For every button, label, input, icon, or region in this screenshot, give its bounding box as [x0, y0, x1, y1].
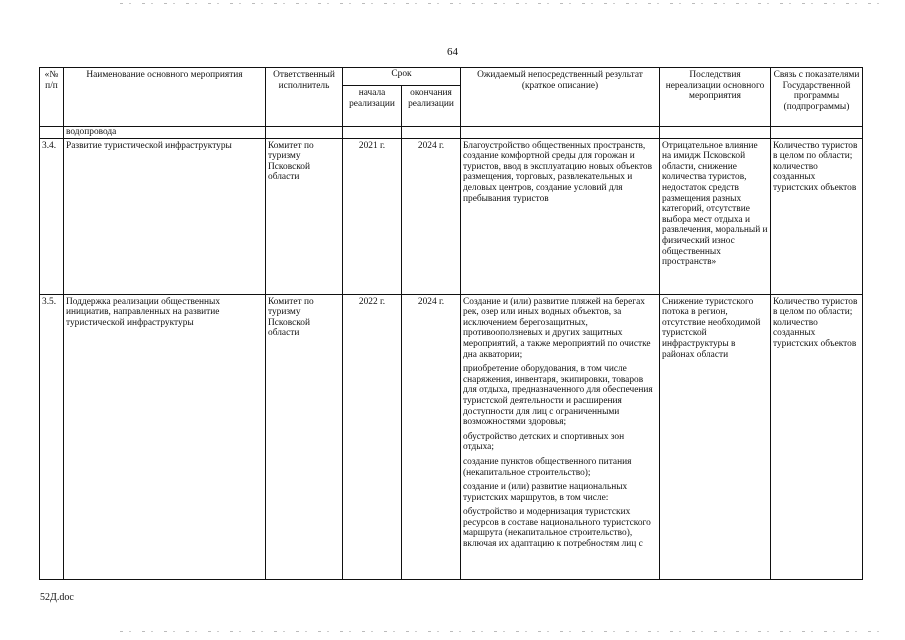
row-end: 2024 г. — [402, 138, 461, 294]
result-paragraph: Благоустройство общественных пространств, создание комфортной среды для горожан и туристов, ввод в эксплуатацию новых объектов размещения, торговых, развлекательных и деловых центров, создание условий для пребывания туристов — [463, 140, 653, 204]
scan-artifact-bottom — [120, 631, 880, 632]
result-paragraph: создание и (или) развитие национальных туристских маршрутов, в том числе: — [463, 482, 628, 503]
row-link: Количество туристов в целом по области; количество созданных туристских объектов — [771, 294, 863, 579]
row-consequences: Отрицательное влияние на имидж Псковской области, снижение количества туристов, недостаток средств размещения разных категорий, отсутствие выбора мест отдыха и развлечения, моральный и физический износ общественных пространств» — [660, 138, 771, 294]
header-row — [40, 68, 863, 86]
table-row — [40, 138, 863, 294]
result-paragraph: Создание и (или) развитие пляжей на берегах рек, озер или иных водных объектов, за исключением берегозащитных, противооползневых и других защитных мероприятий, а также мероприятий по очистке дна акватории; — [463, 296, 651, 360]
row-consequences: Снижение туристского потока в регион, отсутствие необходимой туристской инфраструктуры в районах области — [660, 294, 771, 579]
header-term: Срок — [343, 68, 461, 86]
row-link: Количество туристов в целом по области; количество созданных туристских объектов — [771, 138, 863, 294]
header-link: Связь с показателями Государственной программы (подпрограммы) — [771, 68, 863, 127]
header-term-start: начала реализации — [343, 86, 402, 127]
result-paragraph: обустройство и модернизация туристских ресурсов в составе национального туристского маршрута (некапитальное строительство), включая их адаптацию к потребностям лиц с — [463, 507, 651, 550]
row-start: 2021 г. — [343, 138, 402, 294]
result-paragraph: создание пунктов общественного питания (некапитальное строительство); — [463, 456, 632, 478]
scan-artifact-top — [120, 3, 880, 4]
continuation-name: водопровода — [64, 127, 266, 139]
header-responsible: Ответственный исполнитель — [266, 68, 343, 127]
header-consequences: Последствия нереализации основного мероприятия — [660, 68, 771, 127]
row-start: 2022 г. — [343, 294, 402, 579]
result-paragraph: приобретение оборудования, в том числе снаряжения, инвентаря, экипировки, товаров для отдыха, предназначенного для обеспечения туристской деятельности и расширения доступности для лиц с ограниченными возможностями здоровья; — [463, 364, 653, 428]
row-responsible: Комитет по туризму Псковской области — [266, 138, 343, 294]
header-expected-result: Ожидаемый непосредственный результат (краткое описание) — [461, 68, 660, 127]
row-responsible: Комитет по туризму Псковской области — [266, 294, 343, 579]
footer-filename: 52Д.doc — [40, 592, 74, 603]
header-term-end: окончания реализации — [402, 86, 461, 127]
table-row — [40, 294, 863, 579]
row-end: 2024 г. — [402, 294, 461, 579]
row-num: 3.5. — [40, 294, 64, 579]
row-num: 3.4. — [40, 138, 64, 294]
row-result — [461, 294, 660, 579]
page-number: 64 — [447, 46, 458, 58]
header-num: «№ п/п — [40, 68, 64, 127]
result-paragraph: обустройство детских и спортивных зон отдыха; — [463, 431, 625, 453]
row-result — [461, 138, 660, 294]
continuation-row — [40, 127, 863, 139]
row-name: Развитие туристической инфраструктуры — [64, 138, 266, 294]
row-name: Поддержка реализации общественных инициатив, направленных на развитие туристической инфраструктуры — [64, 294, 266, 579]
measures-table — [39, 67, 863, 580]
header-name: Наименование основного мероприятия — [64, 68, 266, 127]
